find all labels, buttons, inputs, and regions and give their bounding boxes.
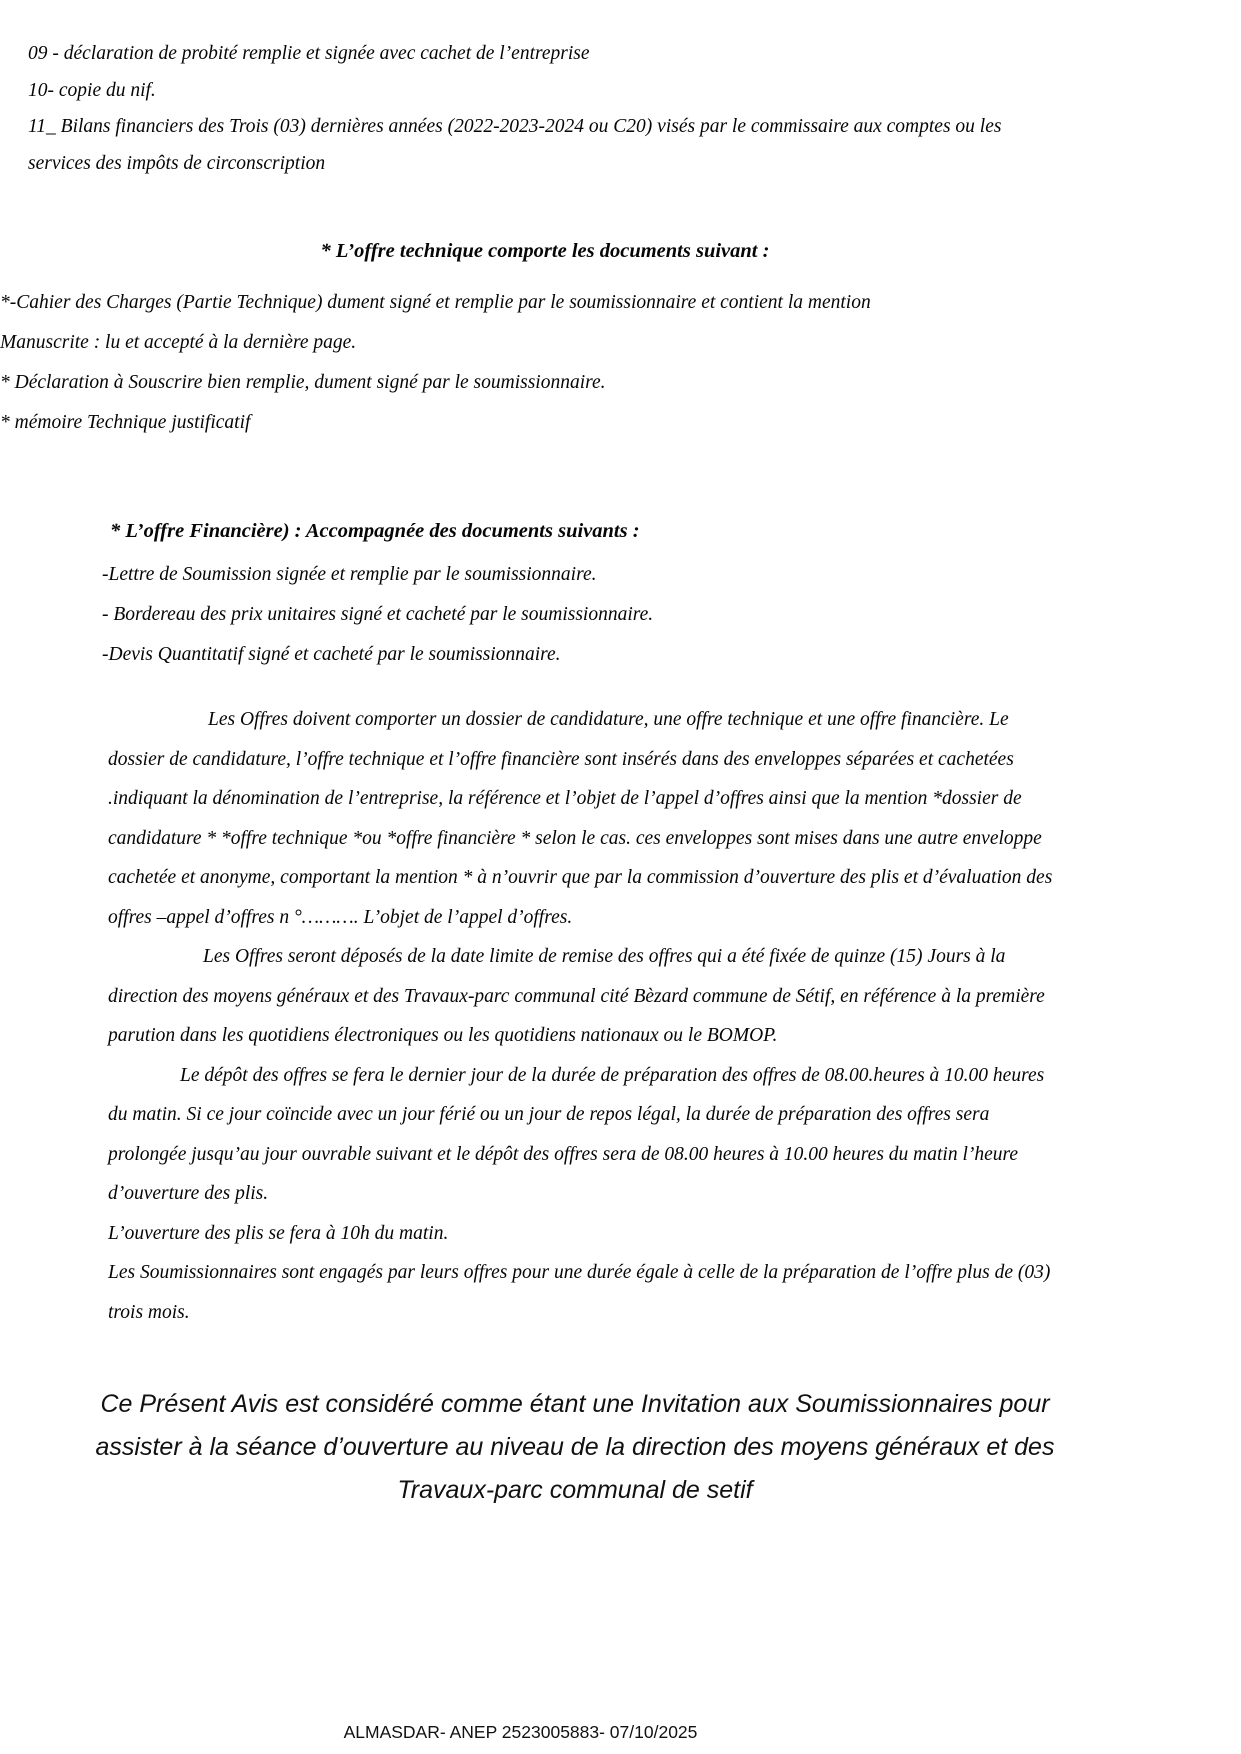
closing-invitation: Ce Présent Avis est considéré comme étant une Invitation aux Soumissionnaires pour assister à la séance d’ouverture au niveau de la direction des moyens généraux et des Travaux-parc communal de setif xyxy=(95,1390,1055,1504)
requirements-list xyxy=(28,36,1013,182)
tech-offer-item: *-Cahier des Charges (Partie Technique) dument signé et remplie par le soumissionnaire et contient la mention xyxy=(0,292,871,313)
tech-offer-item: Manuscrite : lu et accepté à la dernière page. xyxy=(0,332,357,353)
financial-offer-item: - Bordereau des prix unitaires signé et cacheté par le soumissionnaire. xyxy=(102,604,654,625)
body-paragraph-offers-composition: Les Offres doivent comporter un dossier de candidature, une offre technique et une offre financière. Le dossier de candidature, l’offre technique et l’offre financière sont insérés dans des enveloppes séparées et cachetées .indiquant la dénomination de l’entreprise, la référence et l’objet de l’appel d’offres ainsi que la mention *dossier de candidature * *offre technique *ou *offre financière * selon le cas. ces enveloppes sont mises dans une autre enveloppe cachetée et anonyme, comportant la mention * à n’ouvrir que par la commission d’ouverture des plis et d’évaluation des offres –appel d’offres n °………. L’objet de l’appel d’offres. xyxy=(108,709,1053,928)
doc-line-09: 09 - déclaration de probité remplie et signée avec cachet de l’entreprise xyxy=(28,43,590,64)
body-paragraph-deposit-time: Le dépôt des offres se fera le dernier jour de la durée de préparation des offres de 08.00.heures à 10.00 heures du matin. Si ce jour coïncide avec un jour férié ou un jour de repos légal, la durée de préparation des offres sera prolongée jusqu’au jour ouvrable suivant et le dépôt des offres sera de 08.00 heures à 10.00 heures du matin l’heure d’ouverture des plis. xyxy=(108,1064,1045,1204)
footer-anep-reference: ALMASDAR- ANEP 2523005883- 07/10/2025 xyxy=(343,1722,698,1742)
doc-line-10: 10- copie du nif. xyxy=(28,79,156,101)
tech-offer-item: * Déclaration à Souscrire bien remplie, dument signé par le soumissionnaire. xyxy=(0,372,606,393)
financial-offer-heading: * L’offre Financière) : Accompagnée des documents suivants : xyxy=(110,520,640,542)
doc-line-11: 11_ Bilans financiers des Trois (03) dernières années (2022-2023-2024 ou C20) visés par le commissaire aux comptes ou les services des impôts de circonscription xyxy=(28,116,1002,174)
tech-offer-item: * mémoire Technique justificatif xyxy=(0,412,251,433)
body-paragraph-deposit-location: Les Offres seront déposés de la date limite de remise des offres qui a été fixée de quinze (15) Jours à la direction des moyens généraux et des Travaux-parc communal cité Bèzard commune de Sétif, en référence à la première parution dans les quotidiens électroniques ou les quotidiens nationaux ou le BOMOP. xyxy=(108,946,1045,1046)
technical-offer-heading: * L’offre technique comporte les documents suivant : xyxy=(320,240,770,262)
financial-offer-item: -Lettre de Soumission signée et remplie par le soumissionnaire. xyxy=(102,564,597,585)
body-paragraph-opening-time: L’ouverture des plis se fera à 10h du matin. xyxy=(108,1222,449,1244)
financial-offer-item: -Devis Quantitatif signé et cacheté par le soumissionnaire. xyxy=(102,644,561,665)
body-paragraph-engagement: Les Soumissionnaires sont engagés par leurs offres pour une durée égale à celle de la préparation de l’offre plus de (03) trois mois. xyxy=(108,1262,1051,1323)
technical-offer-items xyxy=(0,283,1200,443)
financial-offer-items xyxy=(92,555,1192,675)
main-text xyxy=(108,700,1053,1332)
financial-offer-section xyxy=(92,520,1192,675)
